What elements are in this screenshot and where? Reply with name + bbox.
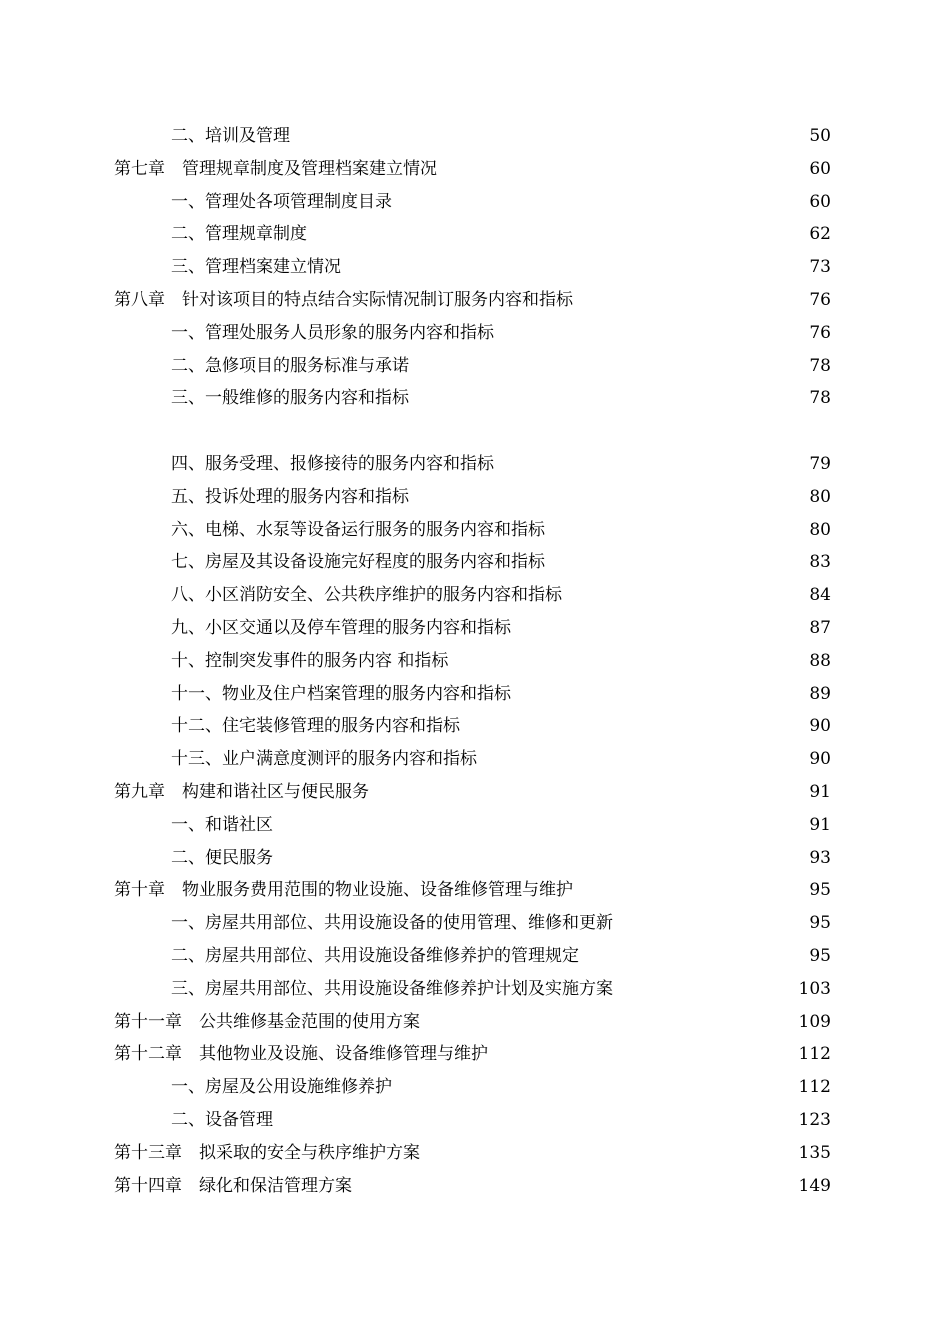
toc-entry-title: 八、小区消防安全、公共秩序维护的服务内容和指标	[171, 585, 562, 606]
toc-entry-title: 四、服务受理、报修接待的服务内容和指标	[171, 453, 494, 474]
toc-entry-section	[0, 842, 950, 875]
toc-page-number: 91	[809, 781, 831, 802]
toc-page-number: 95	[809, 945, 831, 966]
toc-entry-title: 一、和谐社区	[171, 814, 273, 835]
toc-page-number: 95	[809, 880, 831, 901]
toc-entry-section	[0, 645, 950, 678]
toc-page-number: 80	[809, 486, 831, 507]
toc-page-number: 60	[809, 158, 831, 179]
toc-entry-section	[0, 546, 950, 579]
toc-entry-section	[0, 448, 950, 481]
toc-entry-section	[0, 710, 950, 743]
toc-entry-title: 第十三章 拟采取的安全与秩序维护方案	[114, 1142, 420, 1163]
toc-entry-chapter	[0, 1170, 950, 1203]
toc-entry-section	[0, 809, 950, 842]
toc-entry-title: 一、管理处各项管理制度目录	[171, 191, 392, 212]
toc-page-number: 79	[809, 453, 831, 474]
toc-entry-section	[0, 743, 950, 776]
toc-page-number: 123	[798, 1109, 831, 1130]
toc-entry-title: 七、房屋及其设备设施完好程度的服务内容和指标	[171, 552, 545, 573]
toc-entry-section	[0, 120, 950, 153]
toc-page-number: 80	[809, 519, 831, 540]
toc-entry-title: 第十二章 其他物业及设施、设备维修管理与维护	[114, 1044, 488, 1065]
toc-entry-title: 二、设备管理	[171, 1109, 273, 1130]
toc-page-number: 62	[809, 224, 831, 245]
toc-entry-title: 第十章 物业服务费用范围的物业设施、设备维修管理与维护	[114, 880, 573, 901]
toc-entry-title: 一、房屋共用部位、共用设施设备的使用管理、维修和更新	[171, 913, 613, 934]
toc-page-number: 103	[798, 978, 831, 999]
toc-entry-title: 第十四章 绿化和保洁管理方案	[114, 1175, 352, 1196]
toc-entry-section	[0, 973, 950, 1006]
toc-entry-title: 三、房屋共用部位、共用设施设备维修养护计划及实施方案	[171, 978, 613, 999]
toc-entry-section	[0, 514, 950, 547]
toc-page-number: 91	[809, 814, 831, 835]
toc-page-number: 83	[809, 552, 831, 573]
toc-page-number: 149	[798, 1175, 831, 1196]
toc-entry-title: 十三、业户满意度测评的服务内容和指标	[171, 749, 477, 770]
toc-page-number: 135	[798, 1142, 831, 1163]
toc-entry-chapter	[0, 776, 950, 809]
toc-page-number: 88	[809, 650, 831, 671]
toc-page-number: 60	[809, 191, 831, 212]
toc-entry-section	[0, 579, 950, 612]
toc-entry-title: 二、管理规章制度	[171, 224, 307, 245]
toc-entry-section	[0, 481, 950, 514]
toc-entry-section	[0, 940, 950, 973]
toc-entry-section	[0, 218, 950, 251]
toc-page-number: 112	[798, 1044, 831, 1065]
toc-entry-section	[0, 317, 950, 350]
toc-entry-section	[0, 350, 950, 383]
toc-entry-title: 二、急修项目的服务标准与承诺	[171, 355, 409, 376]
toc-entry-section	[0, 907, 950, 940]
toc-page-number: 89	[809, 683, 831, 704]
toc-page-number: 76	[809, 289, 831, 310]
toc-page-number: 90	[809, 716, 831, 737]
toc-page-number: 95	[809, 913, 831, 934]
toc-entry-title: 十一、物业及住户档案管理的服务内容和指标	[171, 683, 511, 704]
toc-entry-chapter	[0, 874, 950, 907]
toc-page-number: 112	[798, 1077, 831, 1098]
toc-entry-title: 九、小区交通以及停车管理的服务内容和指标	[171, 617, 511, 638]
toc-entry-chapter	[0, 1006, 950, 1039]
toc-entry-title: 第九章 构建和谐社区与便民服务	[114, 781, 369, 802]
toc-entry-chapter	[0, 1137, 950, 1170]
toc-entry-title: 一、管理处服务人员形象的服务内容和指标	[171, 322, 494, 343]
toc-entry-section	[0, 612, 950, 645]
toc-entry-title: 第八章 针对该项目的特点结合实际情况制订服务内容和指标	[114, 289, 573, 310]
toc-page-number: 78	[809, 355, 831, 376]
toc-page-number: 87	[809, 617, 831, 638]
toc-page-number: 50	[809, 126, 831, 146]
toc-page-number: 109	[798, 1011, 831, 1032]
toc-entry-title: 三、管理档案建立情况	[171, 257, 341, 278]
toc-page-number: 78	[809, 388, 831, 409]
toc-entry-section	[0, 186, 950, 219]
toc-entry-chapter	[0, 284, 950, 317]
toc-entry-title: 六、电梯、水泵等设备运行服务的服务内容和指标	[171, 519, 545, 540]
toc-entry-chapter	[0, 153, 950, 186]
toc-entry-chapter	[0, 1038, 950, 1071]
toc-page-number: 84	[809, 585, 831, 606]
toc-entry-title: 二、培训及管理	[171, 126, 290, 146]
toc-entry-section	[0, 678, 950, 711]
toc-entry-title: 二、房屋共用部位、共用设施设备维修养护的管理规定	[171, 945, 579, 966]
toc-entry-title: 第七章 管理规章制度及管理档案建立情况	[114, 158, 437, 179]
toc-entry-section	[0, 251, 950, 284]
toc-entry-title: 一、房屋及公用设施维修养护	[171, 1077, 392, 1098]
toc-entry-title: 三、一般维修的服务内容和指标	[171, 388, 409, 409]
table-of-contents	[0, 120, 950, 1202]
toc-entry-title: 十、控制突发事件的服务内容 和指标	[171, 650, 449, 671]
toc-page-number: 76	[809, 322, 831, 343]
toc-entry-title: 第十一章 公共维修基金范围的使用方案	[114, 1011, 420, 1032]
toc-entry-title: 二、便民服务	[171, 847, 273, 868]
toc-page-number: 73	[809, 257, 831, 278]
toc-entry-title: 十二、住宅装修管理的服务内容和指标	[171, 716, 460, 737]
toc-entry-section	[0, 1104, 950, 1137]
toc-entry-section	[0, 382, 950, 415]
toc-entry-title: 五、投诉处理的服务内容和指标	[171, 486, 409, 507]
toc-page-number: 93	[809, 847, 831, 868]
toc-page-number: 90	[809, 749, 831, 770]
toc-entry-section	[0, 1071, 950, 1104]
